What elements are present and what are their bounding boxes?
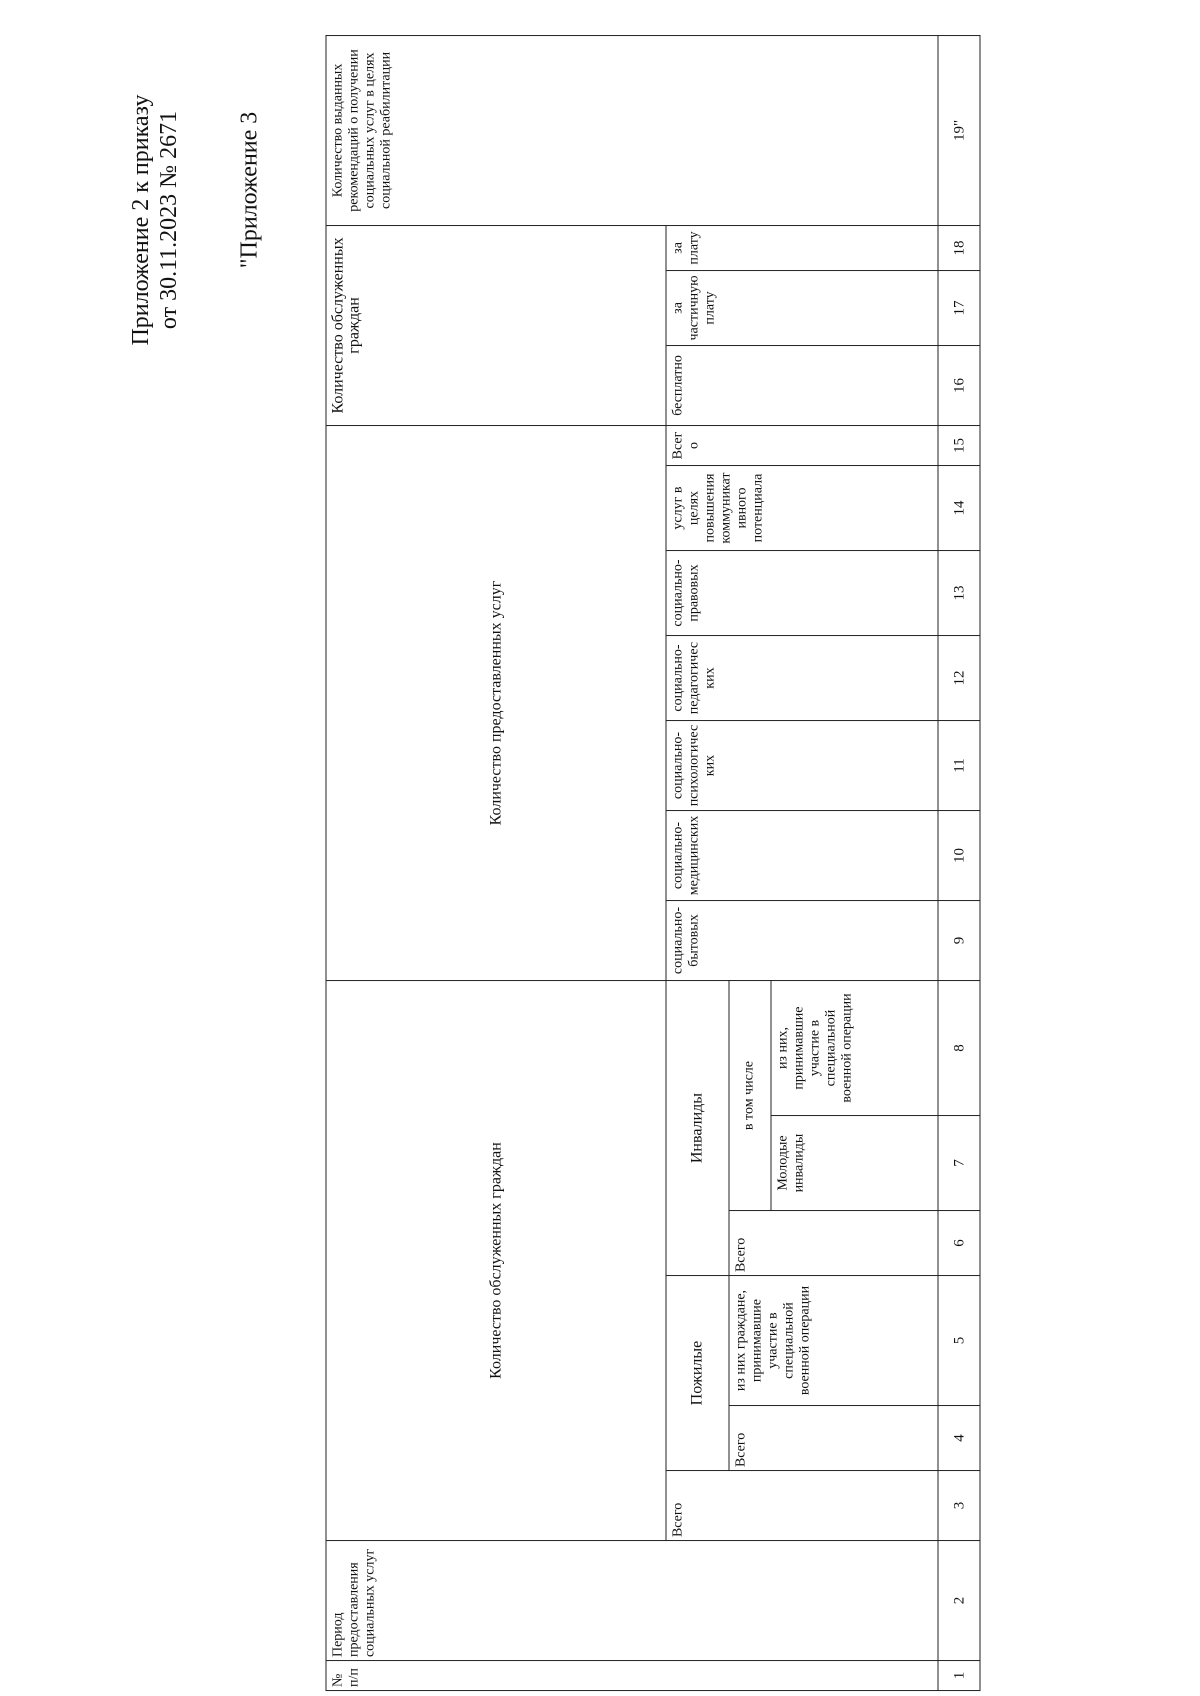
elderly-svo-header: из них граждане, принимавшие участие в специальной военной операции [728,1275,937,1405]
young-disabled-header: Молодые инвалиды [770,1115,937,1210]
column-number: 13 [938,550,980,635]
column-number: 11 [938,720,980,810]
svc-medical-header: социально-медицинских [666,810,938,900]
col-period-header: Период предоставления социальных услуг [326,1540,938,1660]
group-served-header: Количество обслуженных граждан [326,980,666,1540]
col-recommendations-header: Количество выданных рекомендаций о получении социальных услуг в целях социальной реабилитации [326,35,938,225]
in-that-number-header: в том числе [728,980,770,1210]
order-reference [100,80,210,360]
partial-pay-header: за частичную плату [666,270,938,345]
column-number: 16 [938,345,980,425]
disabled-svo-header: из них, принимавшие участие в специальной военной операции [770,980,937,1115]
svc-pedagog-header: социально-педагогических [666,635,938,720]
column-number: 9 [938,900,980,980]
column-number: 8 [938,980,980,1115]
svc-domestic-header: социально-бытовых [666,900,938,980]
column-number: 18 [938,225,980,270]
report-table [325,34,980,1690]
disabled-total-header: Всего [728,1210,937,1275]
svc-psych-header: социально-психологических [666,720,938,810]
group-services-header: Количество предоставленных услуг [326,425,666,980]
column-number: 15 [938,425,980,465]
appendix-label: "Приложение 3 [236,111,263,269]
order-reference-line1: Приложение 2 к приказу [128,94,154,346]
column-number: 4 [938,1405,980,1470]
order-reference-line2: от 30.11.2023 № 2671 [156,110,182,330]
disabled-header: Инвалиды [666,980,729,1275]
column-number: 12 [938,635,980,720]
column-number: 10 [938,810,980,900]
column-number: 17 [938,270,980,345]
svc-total-header: Всего [666,425,938,465]
elderly-total-header: Всего [728,1405,937,1470]
free-header: бесплатно [666,345,938,425]
elderly-header: Пожилые [666,1275,729,1470]
col-number-header: № п/п [326,1660,938,1690]
column-number: 7 [938,1115,980,1210]
column-number: 6 [938,1210,980,1275]
column-number: 14 [938,465,980,550]
column-numbers-row [938,35,980,1690]
svc-legal-header: социально-правовых [666,550,938,635]
column-number: 2 [938,1540,980,1660]
group-paid-header: Количество обслуженных граждан [326,225,666,425]
report-table-wrapper [320,30,985,1695]
column-number: 3 [938,1470,980,1540]
col-total-header: Всего [666,1470,938,1540]
appendix-label-block [225,80,275,300]
column-number: 19" [938,35,980,225]
column-number: 5 [938,1275,980,1405]
svc-comm-header: услуг в целях повышения коммуникативного потенциала [666,465,938,550]
full-pay-header: за плату [666,225,938,270]
column-number: 1 [938,1660,980,1690]
